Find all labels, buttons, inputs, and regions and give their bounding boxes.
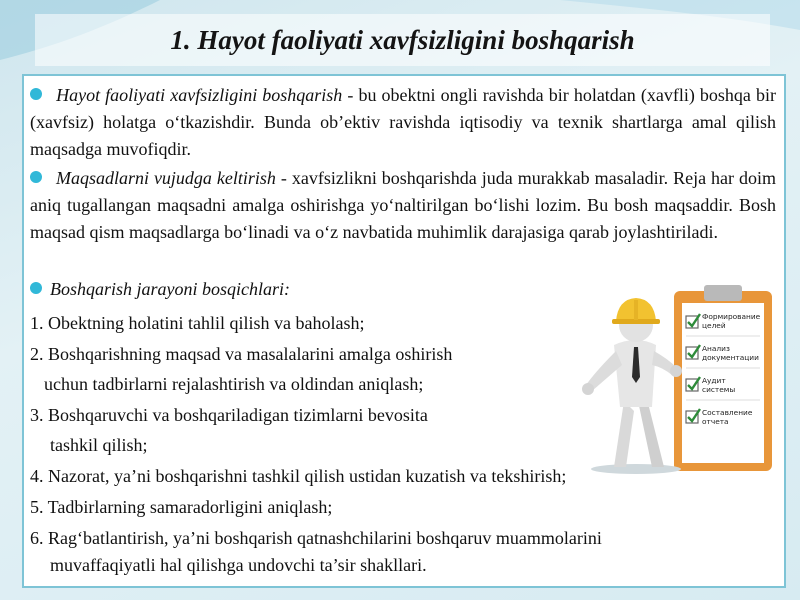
step-item: 1. Obektning holatini tahlil qilish va baholash; (30, 313, 365, 333)
steps-heading: Boshqarish jarayoni bosqichlari: (30, 279, 290, 300)
svg-text:Анализдокументации: Анализ документации (702, 344, 759, 362)
bullet-dot (30, 282, 42, 294)
svg-text:Составлениеотчета: Составление отчета (702, 408, 753, 426)
bullet-dot (30, 171, 42, 183)
checklist-item-1b: целей (702, 321, 726, 330)
step-item: 2. Boshqarishning maqsad va masalalarini amalga oshirish (30, 344, 453, 364)
page-title: 1. Hayot faoliyati xavfsizligini boshqarish (170, 24, 635, 55)
content-panel (22, 74, 786, 588)
paragraph-term: Maqsadlarni vujudga keltirish (55, 168, 276, 188)
paragraph-1 (30, 82, 776, 163)
paragraph-2 (30, 165, 776, 246)
step-item: uchun tadbirlarni rejalashtirish va oldindan aniqlash; (44, 374, 424, 394)
paragraph-text: - xavfsizlikni boshqarishda juda murakkab masaladir. Reja har doim aniq tugallangan maqsadni amalga oshirishga yo‘naltirilgan bo‘lishi lozim. Bu bosh maqsaddir. Bosh maqsad qism maqsadlarga bo‘linadi va o‘z navbatida muhimlik darajasiga qarab joylashtiriladi. (30, 168, 776, 242)
step-item: 4. Nazorat, ya’ni boshqarishni tashkil qilish ustidan kuzatish va tekshirish; (30, 466, 567, 486)
step-item: tashkil qilish; (50, 435, 148, 455)
step-item: 3. Boshqaruvchi va boshqariladigan tizimlarni bevosita (30, 405, 428, 425)
step-item: muvaffaqiyatli hal qilishga undovchi ta’sir shakllari. (50, 555, 427, 575)
step-item: 6. Rag‘batlantirish, ya’ni boshqarish qatnashchilarini boshqaruv muammolarini (30, 528, 602, 548)
engineer-figure-icon (582, 298, 682, 474)
svg-text:Аудитсистемы: Аудит системы (702, 376, 736, 394)
checklist-illustration (556, 281, 778, 476)
title-bar (35, 14, 770, 66)
step-item: 5. Tadbirlarning samaradorligini aniqlash; (30, 497, 333, 517)
paragraph-term: Hayot faoliyati xavfsizligini boshqarish (56, 85, 343, 105)
paragraph-text: - bu obektni ongli ravishda bir holatdan (xavfli) boshqa bir (xavfsiz) holatga o‘tkazishdir. Bunda ob’ektiv ravishda iqtisodiy va texnik shartlarga amal qilish maqsadga muvofiqdir. (30, 85, 776, 159)
bullet-dot (30, 88, 42, 100)
checklist-item-1a: Формирование (702, 312, 761, 321)
